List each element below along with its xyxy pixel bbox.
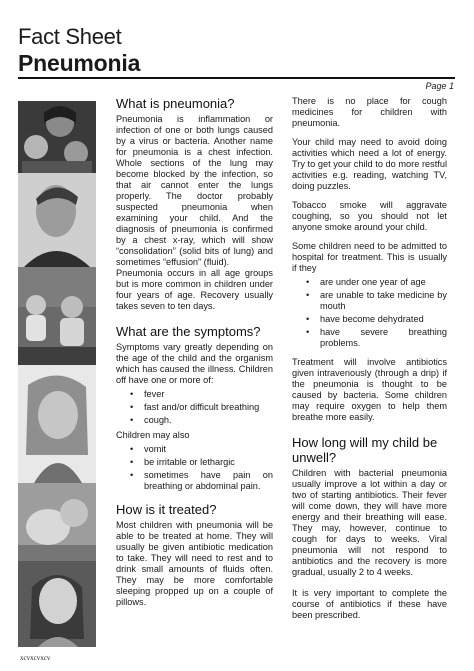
left-column <box>116 96 273 613</box>
list-item: • sometimes have pain on breathing or abdominal pain. <box>116 470 273 492</box>
photo-strip <box>18 101 96 647</box>
symptoms-heading: What are the symptoms? <box>116 324 261 339</box>
what-paragraph-2: Pneumonia occurs in all age groups but is more common in children under four years of age. Recovery usually takes seven to ten days. <box>116 268 273 311</box>
photo-toddlers <box>18 267 96 365</box>
photo-girl-smile <box>18 561 96 647</box>
right-paragraph-7: It is very important to complete the course of antibiotics if these have been prescribed. <box>292 588 447 620</box>
fact-sheet-label: Fact Sheet <box>18 24 122 49</box>
symptoms-paragraph-2: Children may also <box>116 430 190 440</box>
what-paragraph-1: Pneumonia is inflammation or infection of one or both lungs caused by a virus or bacteria. Another name for pneumonia is a chest infection. Whole sections of the lung may become blocked by the infection, so that air cannot enter the lungs properly. The doctor probably suspected pneumonia when examining your child. And the diagnosis of pneumonia is confirmed by a chest x-ray, which will show “consolidation” (solid bits of lung) and sometimes “effusion” (fluid). <box>116 114 273 267</box>
header-rule <box>18 77 455 79</box>
right-paragraph-3: Tobacco smoke will aggravate coughing, so you should not let anyone smoke around your child. <box>292 200 447 232</box>
treated-paragraph-1: Most children with pneumonia will be able to be treated at home. They will usually be given antibiotic medication to take. They will need to rest and to drink small amounts of fluids often. They may be more comfortable sleeping propped up on a couple of pillows. <box>116 520 273 607</box>
page-title: Pneumonia <box>18 50 141 76</box>
photo-girl-sad <box>18 365 96 483</box>
list-item: • have become dehydrated <box>292 314 447 325</box>
photo-caption: xcvxcvxcv <box>20 654 51 662</box>
right-paragraph-6: Children with bacterial pneumonia usually improve a lot within a day or two of starting antibiotics. Their fever will come down, they will have more energy and their breathing will ease. They may, however, continue to cough for days to weeks. Viral pneumonia will not respond to antibiotics and the recovery is more gradual, usually 2 to 4 weeks. <box>292 468 447 577</box>
right-paragraph-4: Some children need to be admitted to hospital for treatment. This is usually if they <box>292 241 447 273</box>
photo-baby <box>18 483 96 561</box>
treated-heading: How is it treated? <box>116 502 217 517</box>
also-list <box>116 444 273 492</box>
symptoms-list <box>116 389 273 426</box>
list-item: • have severe breathing problems. <box>292 327 447 349</box>
list-item: • fever <box>116 389 273 400</box>
page-number: Page 1 <box>425 81 454 91</box>
hospital-list <box>292 277 447 349</box>
list-item: • vomit <box>116 444 273 455</box>
right-paragraph-5: Treatment will involve antibiotics given intravenously (through a drip) if the pneumonia is thought to be caused by bacteria. Some children may require oxygen to help them breathe more easily. <box>292 357 447 422</box>
photo-boy <box>18 173 96 267</box>
list-item: • are unable to take medicine by mouth <box>292 290 447 312</box>
right-column <box>292 96 447 626</box>
what-heading: What is pneumonia? <box>116 96 235 111</box>
symptoms-paragraph-1: Symptoms vary greatly depending on the age of the child and the organism which has caused the illness. Children off have one or more of: <box>116 342 273 385</box>
list-item: • be irritable or lethargic <box>116 457 273 468</box>
right-paragraph-1: There is no place for cough medicines for children with pneumonia. <box>292 96 447 128</box>
list-item: • fast and/or difficult breathing <box>116 402 273 413</box>
list-item: • are under one year of age <box>292 277 447 288</box>
list-item: • cough. <box>116 415 273 426</box>
right-paragraph-2: Your child may need to avoid doing activities which need a lot of energy. Try to get your child to do more restful activities e.g. reading, watching TV, doing puzzles. <box>292 137 447 191</box>
photo-family <box>18 101 96 173</box>
unwell-heading: How long will my child be unwell? <box>292 435 438 465</box>
